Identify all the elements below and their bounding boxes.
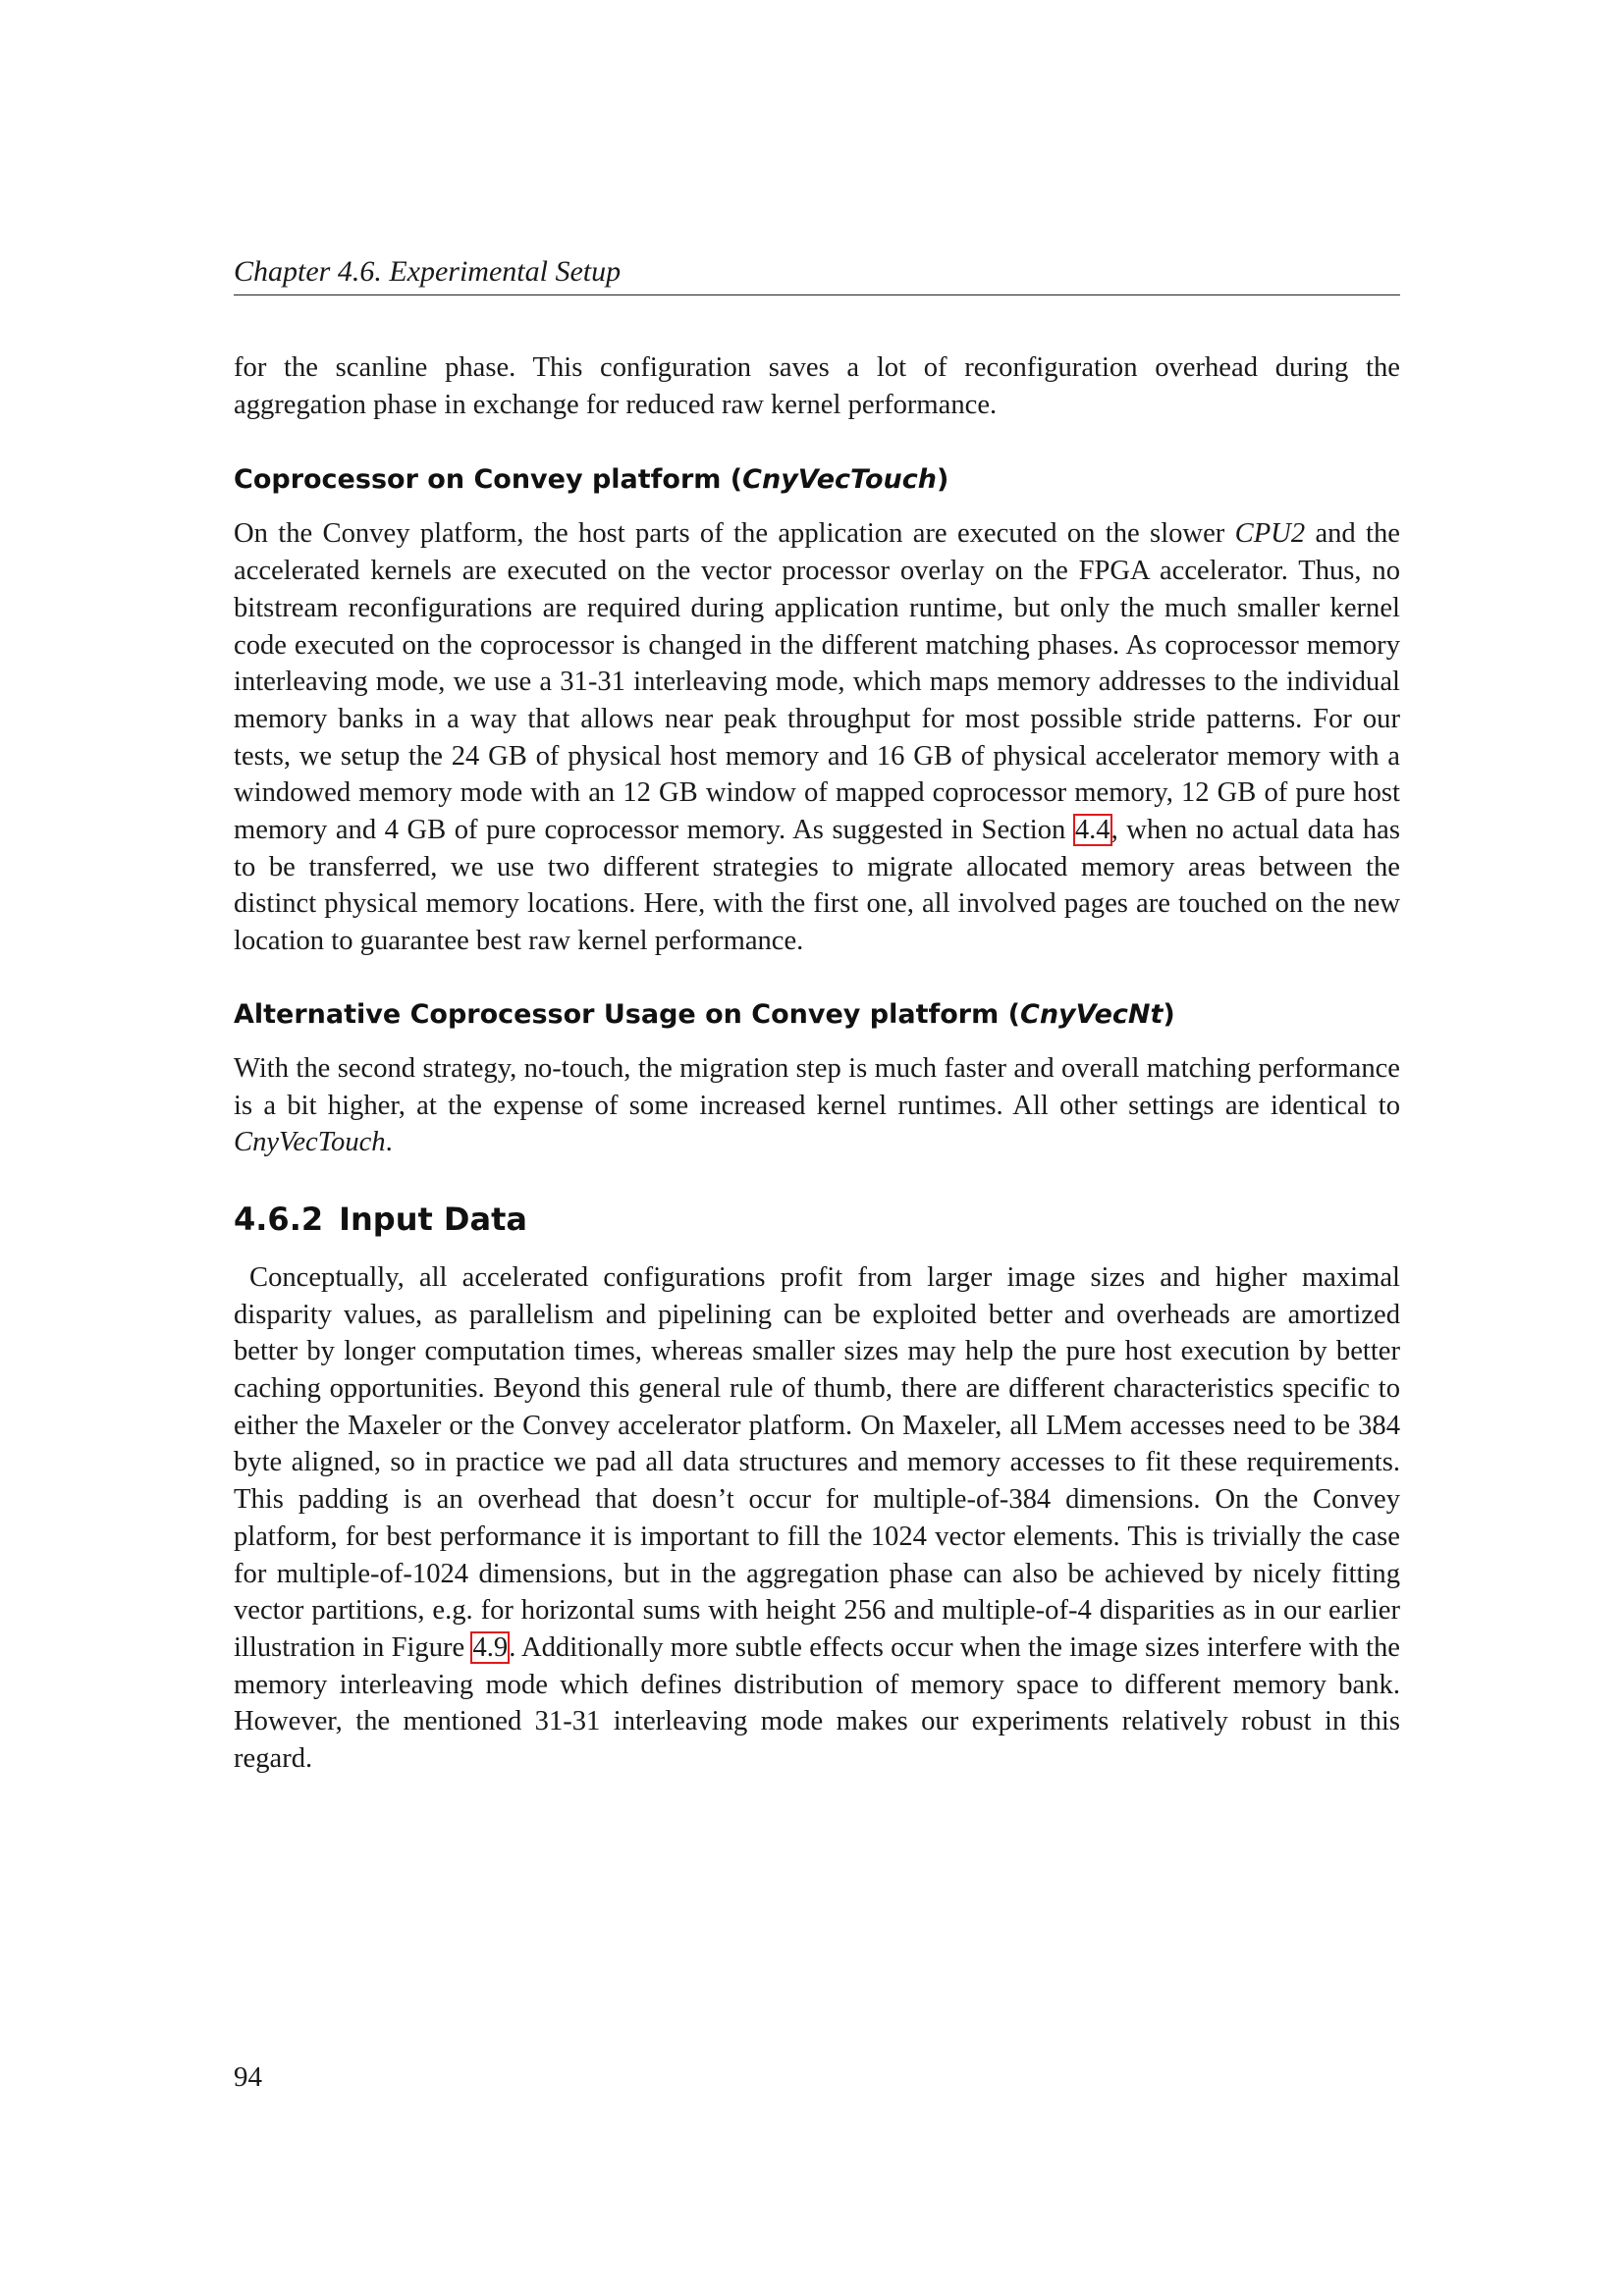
heading-text: ) (936, 464, 949, 496)
cpu-name: CPU2 (1234, 518, 1306, 550)
document-page (234, 0, 1400, 2296)
paragraph-text: . Additionally more subtle effects occur when the image sizes interfere with the memory interleaving mode which defines distribution of memory space to different memory bank. However, the mentioned 31-31 interleaving mode makes our experiments relatively robust in this regard. (234, 1631, 1400, 1775)
section-title: Input Data (339, 1200, 527, 1238)
cnyvectouch-paragraph (234, 515, 1400, 959)
page-number: 94 (234, 2061, 262, 2093)
section-reference-link[interactable]: 4.4 (1074, 815, 1110, 846)
header-rule (234, 294, 1400, 295)
input-data-paragraph (234, 1259, 1400, 1778)
page-content (234, 349, 1400, 1778)
config-name: CnyVecTouch (742, 464, 937, 496)
config-name: CnyVecNt (1020, 998, 1164, 1030)
intro-paragraph: for the scanline phase. This configuration saves a lot of reconfiguration overhead during the aggregation phase in exchange for reduced raw kernel performance. (234, 352, 1400, 420)
paragraph-text: and the accelerated kernels are executed on the vector processor overlay on the FPGA accelerator. Thus, no bitstream reconfigurations are required during application runtime, but only the much smaller kernel code executed on the coprocessor is changed in the different matching phases. As coprocessor memory interleaving mode, we use a 31-31 interleaving mode, which maps memory addresses to the individual memory banks in a way that allows near peak throughput for most possible stride patterns. For our tests, we setup the 24 GB of physical host memory and 16 GB of physical accelerator memory with a windowed memory mode with an 12 GB window of mapped coprocessor memory, 12 GB of pure host memory and 4 GB of pure coprocessor memory. As suggested in Section (234, 518, 1400, 846)
paragraph-text: On the Convey platform, the host parts of the application are executed on the slower (234, 518, 1235, 550)
running-header: Chapter 4.6. Experimental Setup (234, 255, 622, 288)
section-number: 4.6.2 (234, 1200, 324, 1238)
subsection-heading-cnyvecnt (234, 997, 1400, 1033)
paragraph-text: . (385, 1127, 393, 1158)
heading-text: ) (1163, 998, 1175, 1030)
cnyvecnt-paragraph (234, 1050, 1400, 1161)
paragraph-text: , when no actual data has to be transferred, we use two different strategies to migrate allocated memory areas between the distinct physical memory locations. Here, with the first one, all involved pages are touched on the new location to guarantee best raw kernel performance. (234, 815, 1400, 957)
figure-reference-link[interactable]: 4.9 (472, 1631, 509, 1663)
subsection-heading-cnyvectouch (234, 462, 1400, 498)
paragraph-text: Conceptually, all accelerated configurations profit from larger image sizes and higher maximal disparity values, as parallelism and pipelining can be exploited better and overheads are amortized better by longer computation times, whereas smaller sizes may help the pure host execution by better caching opportunities. Beyond this general rule of thumb, there are different characteristics specific to either the Maxeler or the Convey accelerator platform. On Maxeler, all LMem accesses need to be 384 byte aligned, so in practice we pad all data structures and memory accesses to fit these requirements. This padding is an overhead that doesn’t occur for multiple-of-384 dimensions. On the Convey platform, for best performance it is important to fill the 1024 vector elements. This is trivially the case for multiple-of-1024 dimensions, but in the aggregation phase can also be achieved by nicely fitting vector partitions, e.g. for horizontal sums with height 256 and multiple-of-4 disparities as in our earlier illustration in Figure (234, 1261, 1400, 1663)
heading-text: Coprocessor on Convey platform ( (234, 464, 743, 496)
paragraph-text: With the second strategy, no-touch, the migration step is much faster and overall matching performance is a bit higher, at the expense of some increased kernel runtimes. All other settings are identical to (234, 1052, 1400, 1121)
section-heading-input-data (234, 1199, 1400, 1240)
heading-text: Alternative Coprocessor Usage on Convey platform ( (234, 998, 1020, 1030)
config-name: CnyVecTouch (234, 1127, 386, 1158)
